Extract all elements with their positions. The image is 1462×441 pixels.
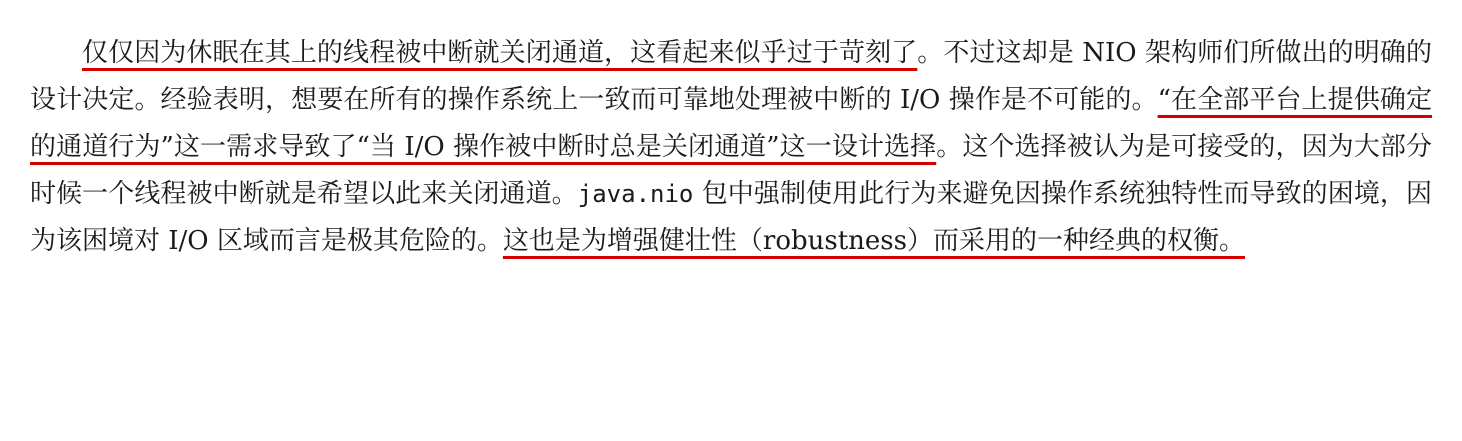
highlight-3: 这也是为增强健壮性（robustness）而采用的一种经典的权衡。: [502, 226, 1245, 256]
highlight-1: 仅仅因为休眠在其上的线程被中断就关闭通道，这看起来似乎过于苛刻了: [82, 38, 918, 68]
body-paragraph: [30, 30, 1432, 265]
text-segment-4: 。这个选择被认为是可接受的，因为大部分时候一个线程被中断就是希望以此来关闭通道。: [30, 132, 1432, 209]
document-page: [30, 30, 1432, 265]
text-segment-5: 包中强制使用此行为来避免因操作系统独特性而导致的困境，因为该困境对 I/O 区域而言是极其危险的。: [30, 179, 1432, 256]
highlight-2: “在全部平台上提供确定的通道行为”这一需求导致了“当 I/O 操作被中断时总是关闭通道”这一设计选择: [30, 85, 1432, 162]
inline-code-java-nio: java.nio: [577, 180, 694, 208]
text-segment-2: 。不过这却是 NIO 架构师们所做出的明确的设计决定。经验表明，想要在所有的操作系统上一致而可靠地处理被中断的 I/O 操作是不可能的。: [30, 38, 1432, 115]
